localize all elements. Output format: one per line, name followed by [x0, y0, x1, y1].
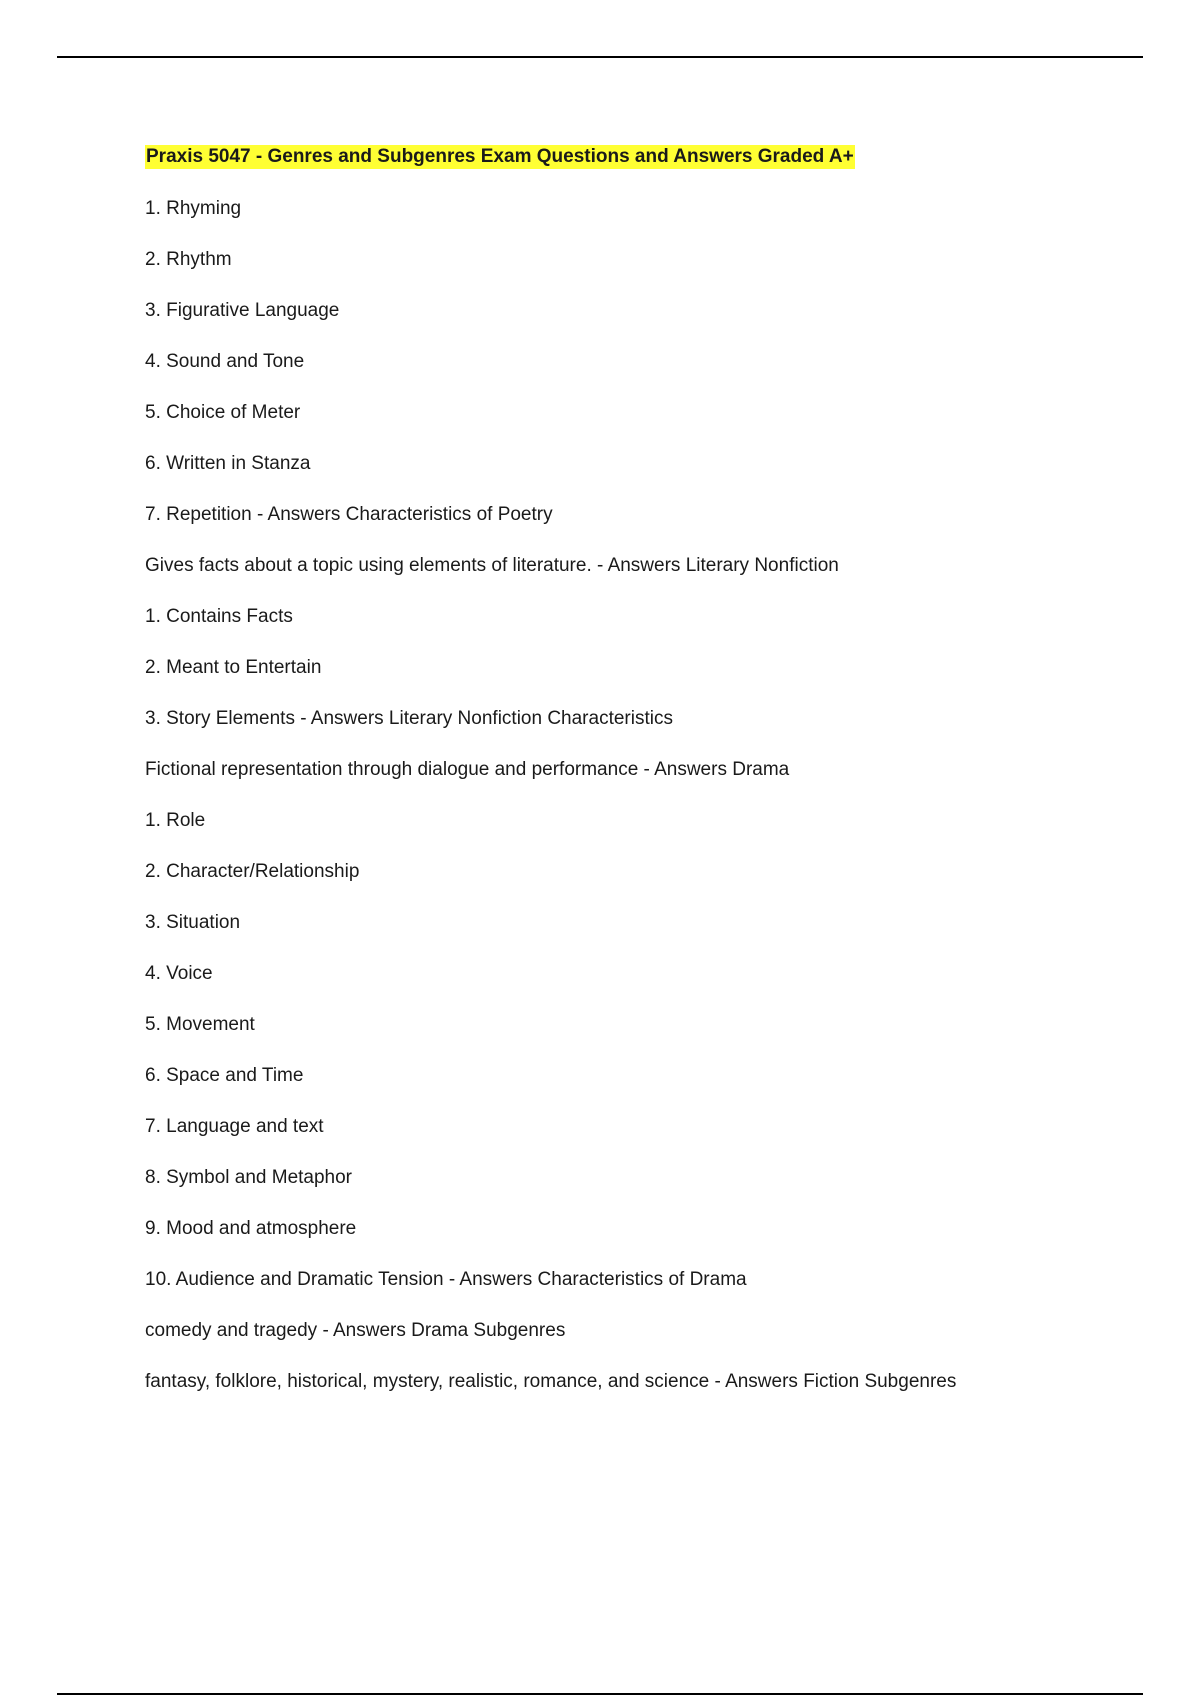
list-item: 6. Written in Stanza: [145, 453, 311, 474]
list-item: comedy and tragedy - Answers Drama Subgenres: [145, 1320, 566, 1341]
qa-list: [145, 197, 1145, 1394]
list-item: 4. Sound and Tone: [145, 351, 305, 372]
list-item: 6. Space and Time: [145, 1065, 304, 1086]
list-item: 2. Character/Relationship: [145, 861, 360, 882]
list-item: 3. Story Elements - Answers Literary Nonfiction Characteristics: [145, 708, 673, 729]
list-item: 1. Contains Facts: [145, 606, 293, 627]
list-item: 7. Repetition - Answers Characteristics of Poetry: [145, 504, 553, 525]
list-item: 3. Figurative Language: [145, 300, 340, 321]
list-item: 2. Rhythm: [145, 249, 232, 270]
list-item: 7. Language and text: [145, 1116, 324, 1137]
document-body: [145, 145, 1145, 1394]
list-item: 1. Role: [145, 810, 206, 831]
list-item: Gives facts about a topic using elements of literature. - Answers Literary Nonfiction: [145, 555, 839, 576]
title-block: [145, 145, 1145, 169]
list-item: fantasy, folklore, historical, mystery, realistic, romance, and science - Answers Fiction Subgenres: [145, 1371, 957, 1392]
list-item: 9. Mood and atmosphere: [145, 1218, 357, 1239]
list-item: 4. Voice: [145, 963, 213, 984]
list-item: 10. Audience and Dramatic Tension - Answers Characteristics of Drama: [145, 1269, 747, 1290]
document-title: Praxis 5047 - Genres and Subgenres Exam Questions and Answers Graded A+: [146, 146, 854, 167]
list-item: 1. Rhyming: [145, 198, 242, 219]
list-item: 5. Movement: [145, 1014, 255, 1035]
list-item: 3. Situation: [145, 912, 241, 933]
list-item: Fictional representation through dialogue and performance - Answers Drama: [145, 759, 790, 780]
list-item: 8. Symbol and Metaphor: [145, 1167, 353, 1188]
top-rule: [57, 56, 1143, 58]
list-item: 5. Choice of Meter: [145, 402, 301, 423]
list-item: 2. Meant to Entertain: [145, 657, 322, 678]
bottom-rule: [57, 1693, 1143, 1695]
